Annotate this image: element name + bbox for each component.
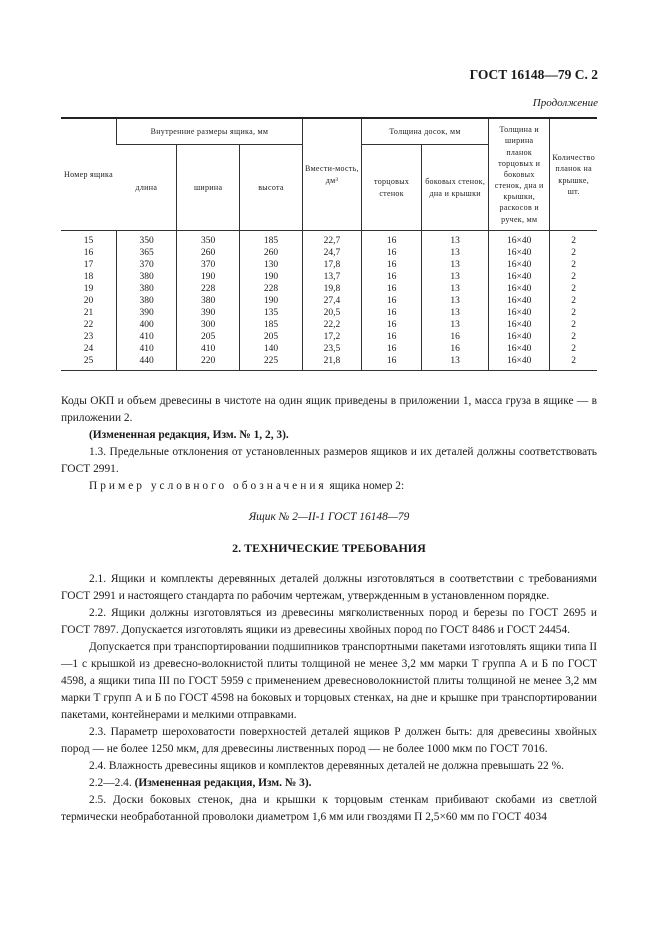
col-end-walls: торцовых стенок [362,145,422,231]
paragraph: Допускается при транспортировании подшипников транспортными пакетами изготовлять ящики типа II—1 с крышкой из древесно-волокнистой плиты толщиной не менее 3,2 мм марки Т группа А и Б по ГОСТ 4598, а ящики типа III по ГОСТ 5959 с применением древесноволокнистой плиты толщиной не менее 3,2 мм марки Т групп А и Б по ГОСТ 4598 на боковых и торцовых стенках, на дне и крышке при транспортировании пакетами, контейнерами и мелкими отправками. [61,641,597,721]
table-cell: 2 [550,355,597,371]
table-cell: 13,7 [302,271,361,283]
table-cell: 16 [362,271,422,283]
paragraph: 2.1. Ящики и комплекты деревянных деталей должны изготовляться в соответствии с требованиями ГОСТ 2991 и настоящего стандарта по рабочим чертежам, утвержденным в установленном порядке. [61,573,597,602]
table-cell: 17,8 [302,259,361,271]
section-title: 2. ТЕХНИЧЕСКИЕ ТРЕБОВАНИЯ [232,541,426,555]
table-cell: 16 [362,331,422,343]
table-cell: 440 [116,355,176,371]
table-row [61,355,597,371]
table-cell: 135 [240,307,303,319]
table-row [61,319,597,331]
table-cell: 410 [116,343,176,355]
table-cell: 25 [61,355,116,371]
table-cell: 16 [362,343,422,355]
table-cell: 190 [240,271,303,283]
table-row [61,295,597,307]
table-cell: 19,8 [302,283,361,295]
table-cell: 410 [116,331,176,343]
table-cell: 16 [422,331,489,343]
table-cell: 300 [177,319,240,331]
col-internal-dimensions: Внутренние размеры ящика, мм [116,118,302,145]
table-cell: 17,2 [302,331,361,343]
paragraph: 2.2. Ящики должны изготовляться из древесины мягколиственных пород и березы по ГОСТ 2695 и ГОСТ 7897. Допускается изготовлять ящики из древесины хвойных пород по ГОСТ 8486 и ГОСТ 24454. [61,607,597,636]
table-cell: 16×40 [489,259,550,271]
table-cell: 15 [83,236,94,246]
table-cell: 380 [116,271,176,283]
box-dimensions-table [61,117,597,371]
table-cell: 365 [116,247,176,259]
table-cell: 16×40 [489,247,550,259]
table-cell: 16×40 [489,295,550,307]
table-cell: 20 [83,296,94,306]
table-row [61,283,597,295]
table-cell: 16×40 [489,331,550,343]
table-cell: 390 [116,307,176,319]
paragraph: 1.3. Предельные отклонения от установленных размеров ящиков и их деталей должны соответствовать ГОСТ 2991. [61,446,597,475]
col-side-walls: боковых стенок, дна и крышки [422,145,489,231]
table-cell: 16×40 [489,319,550,331]
table-cell: 23,5 [302,343,361,355]
paragraph [61,478,597,495]
table-cell: 2 [550,231,597,248]
table-cell: 23 [83,332,94,342]
table-cell: 130 [240,259,303,271]
col-plank-size: Толщина и ширина планок торцовых и боковых стенок, дна и крышки, раскосов и ручек, мм [489,118,550,231]
table-cell: 16 [422,343,489,355]
table-cell: 370 [177,259,240,271]
table-cell: 2 [550,247,597,259]
paragraph: 2.5. Доски боковых стенок, дна и крышки к торцовым стенкам прибивают скобами из светлой термически необработанной проволоки диаметром 1,6 мм или гвоздями П 2,5×60 мм по ГОСТ 4034 [61,794,597,823]
table-cell: 21,8 [302,355,361,371]
col-number: Номер ящика [61,118,116,231]
table-cell: 13 [422,295,489,307]
col-width: ширина [177,145,240,231]
table-row [61,259,597,271]
table-cell: 390 [177,307,240,319]
table-cell: 260 [177,247,240,259]
table-cell: 16 [362,319,422,331]
page-header: ГОСТ 16148—79 С. 2 [469,67,598,82]
table-cell: 19 [83,284,94,294]
table-cell: 185 [240,231,303,248]
table-cell: 2 [550,307,597,319]
table-cell: 400 [116,319,176,331]
table-row [61,247,597,259]
table-cell: 16 [362,355,422,371]
table-cell: 16 [362,295,422,307]
table-cell: 350 [116,231,176,248]
table-cell: 2 [550,295,597,307]
table-cell: 190 [240,295,303,307]
table-cell: 2 [550,319,597,331]
col-height: высота [240,145,303,231]
table-cell: 228 [240,283,303,295]
table-cell: 225 [240,355,303,371]
table-cell: 185 [240,319,303,331]
col-plank-count: Количество планок на крышке, шт. [550,118,597,231]
table-cell: 380 [116,295,176,307]
table-cell: 16×40 [489,355,550,371]
table-cell: 17 [83,260,94,270]
table-row [61,231,597,248]
example-label-rest: ящика номер 2: [326,480,405,492]
table-cell: 20,5 [302,307,361,319]
table-cell: 24 [83,344,94,354]
example-label: Пример условного обозначения [89,480,327,492]
table-cell: 16 [83,248,94,258]
table-cell: 380 [177,295,240,307]
table-cell: 2 [550,331,597,343]
paragraph: 2.4. Влажность древесины ящиков и комплектов деревянных деталей не должна превышать 22 %. [89,760,564,772]
table-cell: 2 [550,271,597,283]
table-cell: 2 [550,283,597,295]
table-cell: 2 [550,343,597,355]
table-cell: 21 [83,308,94,318]
table-cell: 24,7 [302,247,361,259]
table-row [61,271,597,283]
table-cell: 16 [362,307,422,319]
table-cell: 410 [177,343,240,355]
col-length: длина [116,145,176,231]
table-cell: 13 [422,283,489,295]
continued-label: Продолжение [532,97,598,109]
designation-example: Ящик № 2—II-1 ГОСТ 16148—79 [248,511,410,523]
table-cell: 13 [422,355,489,371]
edit-note-prefix: 2.2—2.4. [89,777,135,789]
table-cell: 16×40 [489,231,550,248]
table-cell: 16×40 [489,283,550,295]
table-cell: 13 [422,307,489,319]
table-cell: 13 [422,231,489,248]
table-cell: 380 [116,283,176,295]
table-cell: 16 [362,247,422,259]
table-cell: 18 [83,272,94,282]
table-cell: 13 [422,271,489,283]
table-cell: 16×40 [489,343,550,355]
table-cell: 22,7 [302,231,361,248]
table-cell: 205 [177,331,240,343]
table-cell: 370 [116,259,176,271]
col-thickness: Толщина досок, мм [362,118,489,145]
paragraph: 2.3. Параметр шероховатости поверхностей деталей ящиков Р должен быть: для древесины хвойных пород — не более 1250 мкм, для древесины лиственных пород — не более 1000 мкм по ГОСТ 7016. [61,726,597,755]
table-cell: 228 [177,283,240,295]
table-cell: 220 [177,355,240,371]
table-cell: 16 [362,283,422,295]
table-cell: 2 [550,259,597,271]
table-row [61,343,597,355]
table-row [61,307,597,319]
table-cell: 16 [362,259,422,271]
table-cell: 205 [240,331,303,343]
table-cell: 13 [422,259,489,271]
main-text [61,393,597,826]
table-cell: 22 [83,320,94,330]
table-cell: 190 [177,271,240,283]
table-cell: 22,2 [302,319,361,331]
edit-note: (Измененная редакция, Изм. № 1, 2, 3). [89,429,289,441]
col-capacity: Вмести-мость, дм³ [302,118,361,231]
table-row [61,331,597,343]
table-cell: 260 [240,247,303,259]
table-cell: 16×40 [489,307,550,319]
table-cell: 16×40 [489,271,550,283]
table-cell: 140 [240,343,303,355]
table-cell: 13 [422,247,489,259]
table-cell: 27,4 [302,295,361,307]
paragraph: Коды ОКП и объем древесины в чистоте на один ящик приведены в приложении 1, масса груза в ящике — в приложении 2. [61,395,597,424]
table-cell: 13 [422,319,489,331]
table-cell: 350 [177,231,240,248]
edit-note-bold: (Измененная редакция, Изм. № 3). [134,777,312,789]
edit-note [61,775,597,792]
table-cell: 16 [362,231,422,248]
